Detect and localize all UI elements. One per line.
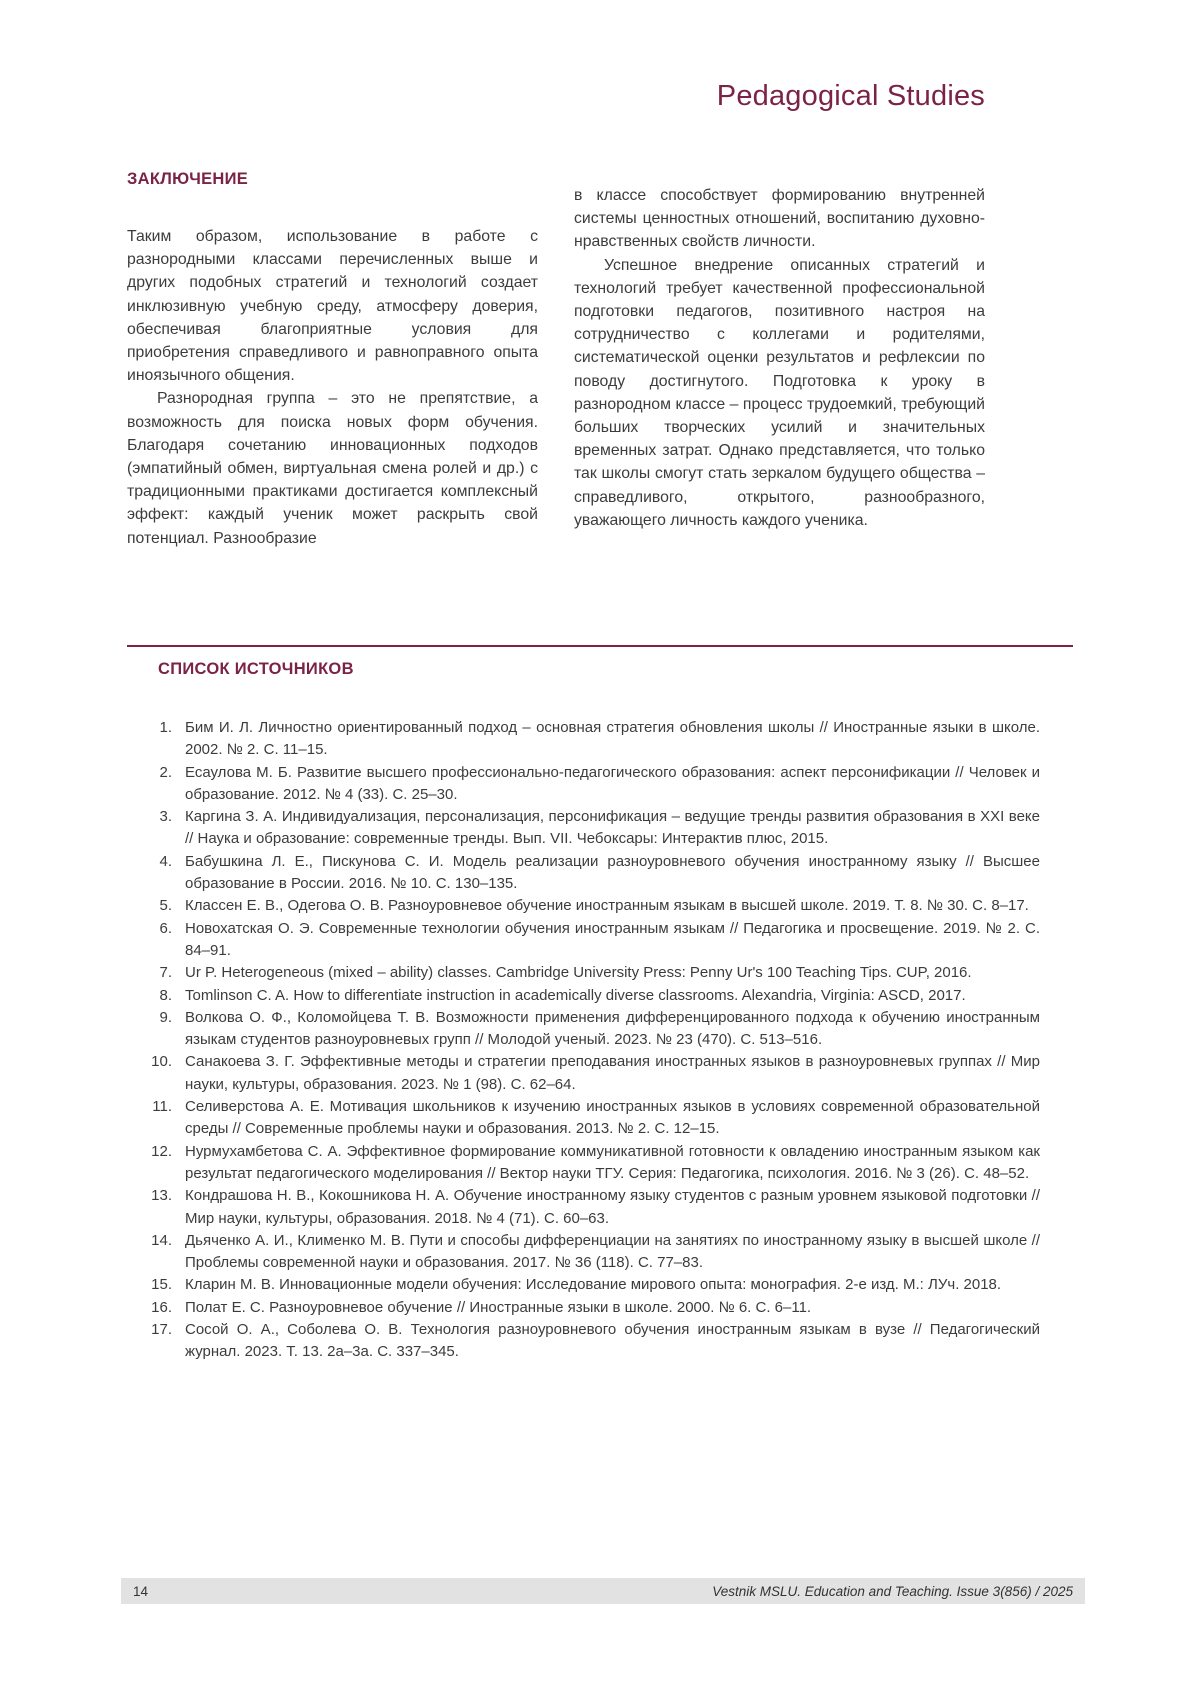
reference-item xyxy=(150,1007,1040,1052)
reference-number: 6. xyxy=(159,919,172,937)
reference-number: 1. xyxy=(159,719,172,736)
footer-journal-title: Vestnik MSLU. Education and Teaching. Issue 3(856) / 2025 xyxy=(712,1583,1073,1599)
references-list xyxy=(150,717,1040,1364)
reference-text: Бабушкина Л. Е., Пискунова С. И. Модель реализации разноуровневого обучения иностранному языку // Высшее образование в России. 2016. № 10. С. 130–135. xyxy=(185,852,1040,893)
reference-number: 11. xyxy=(152,1098,172,1116)
section-divider xyxy=(127,645,1073,647)
reference-item xyxy=(150,717,1040,762)
reference-number: 7. xyxy=(159,964,172,982)
paragraph: Разнородная группа – это не препятствие, а возможность для поиска новых форм обучения. Благодаря сочетанию инновационных подходов (эмпатийный обмен, виртуальная смена ролей и др.) с традиционными практиками достигается комплексный эффект: каждый ученик может раскрыть свой потенциал. Разнообразие xyxy=(127,390,538,547)
reference-number: 15. xyxy=(151,1276,172,1294)
paragraph: Успешное внедрение описанных стратегий и технологий требует качественной профессиональной подготовки педагогов, позитивного настроя на сотрудничество с коллегами и родителями, систематической оценки результатов и рефлексии по поводу достигнутого. Подготовка к уроку в разнородном классе – процесс трудоемкий, требующий больших творческих усилий и значительных временных затрат. Однако представляется, что только так школы смогут стать зеркалом будущего общества – справедливого, открытого, разнообразного, уважающего личность каждого ученика. xyxy=(574,256,985,529)
reference-item xyxy=(150,806,1040,851)
reference-text: Нурмухамбетова С. А. Эффективное формирование коммуникативной готовности к овладению иностранным языком как результат педагогического моделирования // Вектор науки ТГУ. Серия: Педагогика, психология. 2016. № 3 (26). С. 48–52. xyxy=(185,1142,1040,1182)
reference-number: 3. xyxy=(159,808,172,826)
reference-number: 10. xyxy=(151,1053,172,1071)
reference-item xyxy=(150,918,1040,963)
reference-item xyxy=(150,851,1040,896)
conclusion-left-column xyxy=(127,170,538,550)
sources-section xyxy=(150,660,1040,1364)
reference-text: Бим И. Л. Личностно ориентированный подход – основная стратегия обновления школы // Иностранные языки в школе. 2002. № 2. С. 11–15. xyxy=(185,719,1040,759)
reference-item xyxy=(150,1051,1040,1096)
reference-text: Ur P. Heterogeneous (mixed – ability) classes. Cambridge University Press: Penny Ur's 100 Teaching Tips. CUP, 2016. xyxy=(185,964,972,982)
reference-number: 17. xyxy=(151,1321,172,1339)
reference-text: Санакоева З. Г. Эффективные методы и стратегии преподавания иностранных языков в разноуровневых группах // Мир науки, культуры, образования. 2023. № 1 (98). С. 62–64. xyxy=(185,1053,1040,1093)
reference-number: 9. xyxy=(159,1008,172,1026)
reference-item xyxy=(150,1230,1040,1275)
reference-item xyxy=(150,762,1040,807)
reference-text: Сосой О. А., Соболева О. В. Технология разноуровневого обучения иностранным языкам в вузе // Педагогический журнал. 2023. Т. 13. 2а–3а. С. 337–345. xyxy=(185,1321,1040,1361)
conclusion-heading: ЗАКЛЮЧЕНИЕ xyxy=(127,170,249,188)
reference-text: Селиверстова А. Е. Мотивация школьников к изучению иностранных языков в условиях современной образовательной среды // Современные проблемы науки и образования. 2013. № 2. С. 12–15. xyxy=(185,1098,1040,1138)
reference-item xyxy=(150,985,1040,1007)
reference-text: Новохатская О. Э. Современные технологии обучения иностранным языкам // Педагогика и просвещение. 2019. № 2. С. 84–91. xyxy=(185,919,1040,959)
footer-page-number: 14 xyxy=(133,1583,149,1599)
reference-text: Дьяченко А. И., Клименко М. В. Пути и способы дифференциации на занятиях по иностранному языку в высшей школе // Проблемы современной науки и образования. 2017. № 36 (118). С. 77–83. xyxy=(185,1231,1040,1272)
reference-text: Tomlinson C. A. How to differentiate instruction in academically diverse classrooms. Alexandria, Virginia: ASCD, 2017. xyxy=(185,986,966,1004)
reference-number: 16. xyxy=(151,1298,172,1316)
reference-text: Волкова О. Ф., Коломойцева Т. В. Возможности применения дифференцированного подхода к обучению иностранным языкам студентов разноуровневых групп // Молодой ученый. 2023. № 23 (470). С. 513–516. xyxy=(185,1008,1040,1049)
reference-number: 12. xyxy=(151,1142,172,1160)
conclusion-right-column xyxy=(574,170,985,550)
reference-text: Классен Е. В., Одегова О. В. Разноуровневое обучение иностранным языкам в высшей школе. 2019. Т. 8. № 30. С. 8–17. xyxy=(185,897,1029,915)
reference-number: 14. xyxy=(151,1231,172,1249)
reference-text: Каргина З. А. Индивидуализация, персонализация, персонификация – ведущие тренды развития образования в XXI веке // Наука и образование: современные тренды. Вып. VII. Чебоксары: Интерактив плюс, 2015. xyxy=(185,808,1040,848)
reference-number: 4. xyxy=(159,852,172,870)
reference-number: 5. xyxy=(159,897,172,915)
reference-item xyxy=(150,895,1040,917)
reference-item xyxy=(150,1141,1040,1186)
reference-item xyxy=(150,1185,1040,1230)
reference-text: Полат Е. С. Разноуровневое обучение // Иностранные языки в школе. 2000. № 6. С. 6–11. xyxy=(185,1298,812,1316)
paragraph: Таким образом, использование в работе с разнородными классами перечисленных выше и других подобных стратегий и технологий создает инклюзивную учебную среду, атмосферу доверия, обеспечивая благоприятные условия для приобретения справедливого и равноправного опыта иноязычного общения. xyxy=(127,228,538,385)
reference-item xyxy=(150,1274,1040,1296)
reference-text: Кларин М. В. Инновационные модели обучения: Исследование мирового опыта: монография. 2-е изд. М.: ЛУч. 2018. xyxy=(185,1276,1002,1294)
reference-text: Кондрашова Н. В., Кокошникова Н. А. Обучение иностранному языку студентов с разным уровнем языковой подготовки // Мир науки, культуры, образования. 2018. № 4 (71). С. 60–63. xyxy=(185,1187,1040,1227)
conclusion-section xyxy=(127,170,985,550)
reference-item xyxy=(150,1319,1040,1364)
reference-number: 8. xyxy=(159,986,172,1004)
reference-number: 2. xyxy=(159,763,172,781)
reference-item xyxy=(150,962,1040,984)
reference-item xyxy=(150,1297,1040,1319)
reference-item xyxy=(150,1096,1040,1141)
page-title: Pedagogical Studies xyxy=(716,80,985,112)
sources-heading: СПИСОК ИСТОЧНИКОВ xyxy=(158,660,354,678)
reference-number: 13. xyxy=(151,1187,172,1205)
reference-text: Есаулова М. Б. Развитие высшего профессионально-педагогического образования: аспект персонификации // Человек и образование. 2012. № 4 (33). С. 25–30. xyxy=(185,763,1040,803)
paragraph: в классе способствует формированию внутренней системы ценностных отношений, воспитанию духовно-нравственных свойств личности. xyxy=(574,187,985,251)
footer-bar xyxy=(121,1578,1085,1604)
journal-header xyxy=(127,80,985,113)
